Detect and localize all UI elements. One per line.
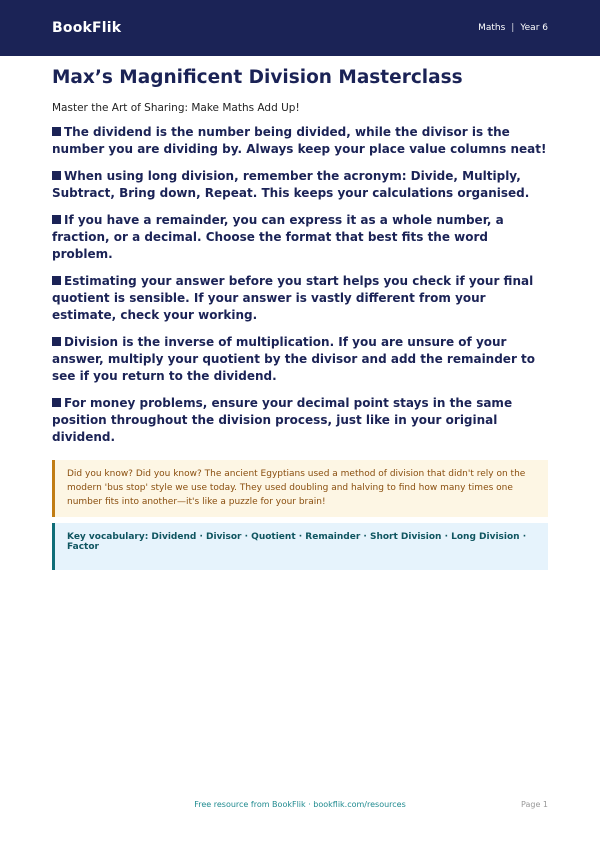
list-item <box>52 124 548 158</box>
top-bar <box>0 0 600 56</box>
tips-list <box>52 124 548 446</box>
list-item-text: Estimating your answer before you start helps you check if your final quotient is sensible. If your answer is vastly different from your estimate, check your working. <box>52 274 534 323</box>
list-item <box>52 334 548 385</box>
list-item <box>52 395 548 446</box>
breadcrumb-subject: Maths <box>478 23 506 33</box>
page-subtitle: Master the Art of Sharing: Make Maths Add Up! <box>52 102 300 115</box>
did-you-know-callout: Did you know? Did you know? The ancient Egyptians used a method of division that didn't rely on the modern 'bus stop' style we use today. They used doubling and halving to find how many times one number fits into another—it's like a puzzle for your brain! <box>52 460 548 517</box>
list-item-text: The dividend is the number being divided, while the divisor is the number you are dividing by. Always keep your place value columns neat! <box>52 125 547 157</box>
square-bullet-icon <box>52 398 61 407</box>
footer-credit-link[interactable]: Free resource from BookFlik · bookflik.com/resources <box>194 800 406 809</box>
list-item-text: Division is the inverse of multiplication. If you are unsure of your answer, multiply your quotient by the divisor and add the remainder to see if you return to the dividend. <box>52 335 536 384</box>
page-number: Page 1 <box>521 800 548 809</box>
footer <box>52 800 548 809</box>
list-item <box>52 212 548 263</box>
list-item-text: When using long division, remember the acronym: Divide, Multiply, Subtract, Bring down, Repeat. This keeps your calculations organised. <box>52 169 530 201</box>
list-item <box>52 273 548 324</box>
breadcrumb <box>478 23 548 33</box>
brand-logo[interactable]: BookFlik <box>52 20 122 36</box>
page-title: Max’s Magnificent Division Masterclass <box>52 67 463 88</box>
list-item <box>52 168 548 202</box>
square-bullet-icon <box>52 276 61 285</box>
key-vocabulary-box: Key vocabulary: Dividend · Divisor · Quotient · Remainder · Short Division · Long Division · Factor <box>52 523 548 570</box>
breadcrumb-separator: | <box>511 23 515 33</box>
breadcrumb-year: Year 6 <box>520 23 548 33</box>
square-bullet-icon <box>52 171 61 180</box>
square-bullet-icon <box>52 127 61 136</box>
list-item-text: For money problems, ensure your decimal point stays in the same position throughout the division process, just like in your original dividend. <box>52 396 513 445</box>
square-bullet-icon <box>52 215 61 224</box>
list-item-text: If you have a remainder, you can express it as a whole number, a fraction, or a decimal. Choose the format that best fits the word problem. <box>52 213 504 262</box>
square-bullet-icon <box>52 337 61 346</box>
main-content <box>0 56 600 570</box>
